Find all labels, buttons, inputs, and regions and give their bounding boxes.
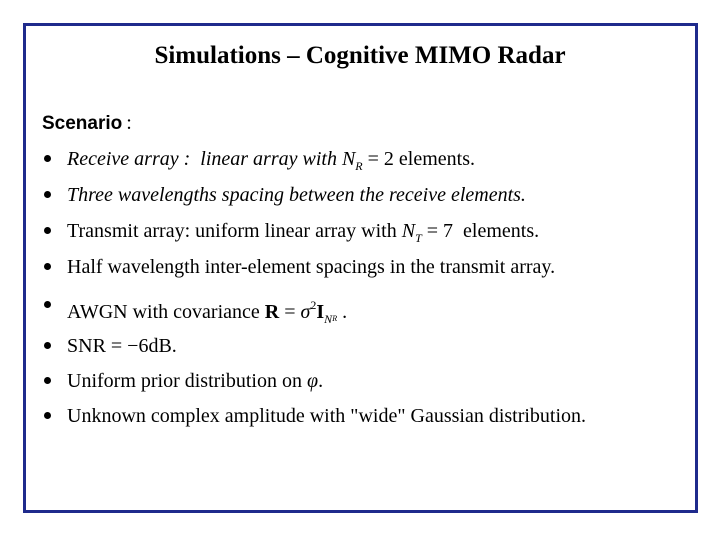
transmit-array-desc: Transmit array: uniform linear array with: [67, 220, 402, 242]
bullet-text: [67, 369, 323, 393]
bullet-dot-icon: [44, 412, 51, 419]
awgn-desc: AWGN with covariance: [67, 301, 265, 323]
identity-symbol: I: [316, 301, 325, 323]
bullet-dot-icon: [44, 263, 51, 270]
bullet-text: Unknown complex amplitude with "wide" Gaussian distribution.: [67, 405, 587, 427]
awgn-end: .: [337, 301, 348, 323]
sigma-exponent: 2: [310, 298, 317, 312]
bullet-dot-icon: [44, 191, 51, 198]
bullet-text: [67, 293, 347, 331]
bullet-dot-icon: [44, 342, 51, 349]
sigma-symbol: σ: [300, 301, 311, 323]
identity-subsubscript: R: [332, 314, 338, 323]
nr-equation: = 2 elements.: [362, 148, 476, 170]
scenario-colon: :: [126, 112, 132, 134]
bullet-dot-icon: [44, 227, 51, 234]
bullet-text: SNR = −6dB.: [67, 335, 177, 357]
nt-symbol: N: [401, 220, 416, 242]
bullet-dot-icon: [44, 377, 51, 384]
slide-title: Simulations – Cognitive MIMO Radar: [154, 42, 566, 69]
bullet-text: [67, 147, 475, 178]
bullet-dot-icon: [44, 301, 51, 308]
nt-equation: = 7 elements.: [421, 220, 540, 242]
bullet-text: Half wavelength inter-element spacings in the transmit array.: [67, 256, 556, 278]
prior-desc: Uniform prior distribution on: [67, 370, 307, 392]
identity-subscript: N: [324, 312, 333, 326]
bullet-text: [67, 219, 539, 250]
nr-subscript: R: [355, 159, 363, 173]
bullet-dot-icon: [44, 155, 51, 162]
scenario-heading: [42, 112, 132, 135]
covariance-equals: =: [279, 301, 301, 323]
bullet-text: Three wavelengths spacing between the receive elements.: [67, 184, 526, 206]
nt-subscript: T: [415, 231, 422, 245]
phi-symbol: φ: [306, 370, 319, 392]
scenario-label: Scenario: [42, 113, 123, 134]
receive-array-label: Receive array: [67, 148, 179, 170]
prior-end: .: [318, 370, 324, 392]
receive-array-separator: :: [178, 148, 201, 170]
covariance-symbol: R: [264, 301, 280, 323]
receive-array-desc: linear array with: [200, 148, 342, 170]
nr-symbol: N: [341, 148, 356, 170]
